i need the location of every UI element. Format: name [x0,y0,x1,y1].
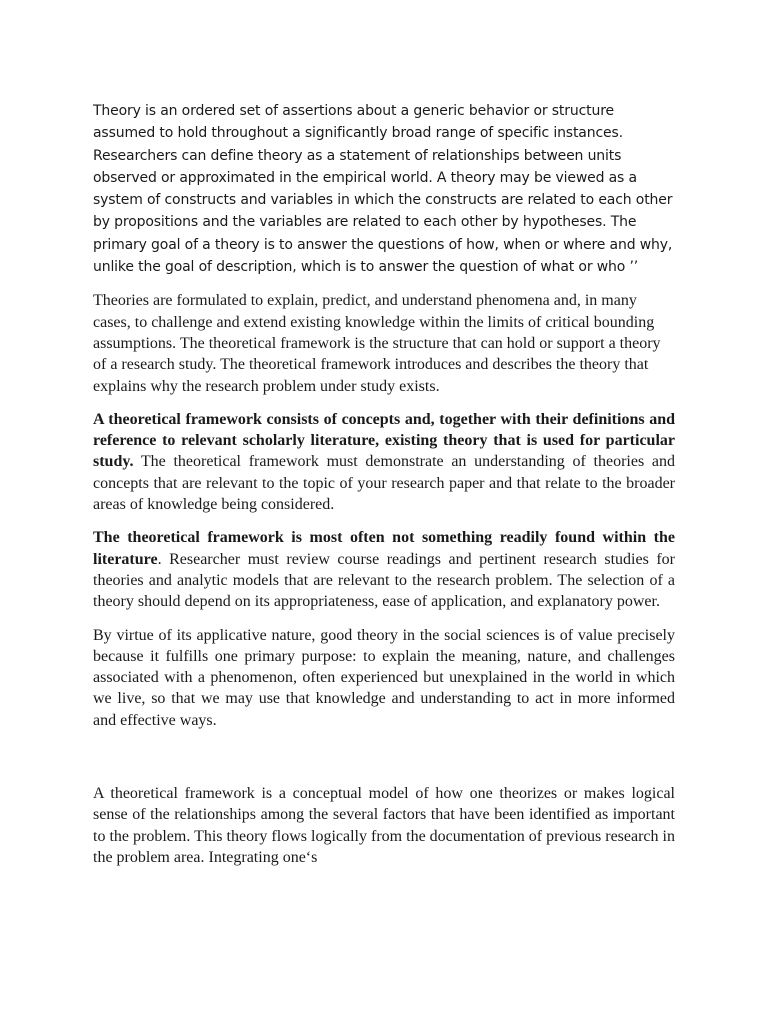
paragraph-theories-formulated: Theories are formulated to explain, predict, and understand phenomena and, in many cases, to challenge and extend existing knowledge within the limits of critical bounding assumptions. The theoretical framework is the structure that can hold or support a theory of a research study. The theoretical framework introduces and describes the theory that explains why the research problem under study exists. [93,292,661,395]
bold-framework-literature: The theoretical framework is most often not something readily found within the literature [93,529,675,568]
paragraph-conceptual-model: A theoretical framework is a conceptual model of how one theorizes or makes logical sense of the relationships among the several factors that have been identified as important to the problem. This theory flows logically from the documentation of previous research in the problem area. Integrating one‘s [93,785,675,866]
paragraph-spacer [93,743,675,783]
paragraph-framework-literature [93,527,675,612]
framework-concepts-rest: The theoretical framework must demonstrate an understanding of theories and concepts that are relevant to the topic of your research paper and that relate to the broader areas of knowledge being considered. [93,453,675,514]
paragraph-applicative-nature: By virtue of its applicative nature, good theory in the social sciences is of value precisely because it fulfills one primary purpose: to explain the meaning, nature, and challenges associated with a phenomenon, often experienced but unexplained in the world in which we live, so that we may use that knowledge and understanding to act in more informed and effective ways. [93,626,675,729]
framework-literature-rest: . Researcher must review course readings and pertinent research studies for theories and analytic models that are relevant to the research problem. The selection of a theory should depend on its appropriateness, ease of application, and explanatory power. [93,550,675,611]
paragraph-framework-concepts [93,409,675,515]
bold-framework-definition: A theoretical framework consists of concepts and, together with their definitions and reference to relevant scholarly literature, existing theory that is used for particular study. [93,410,675,471]
paragraph-theory-definition: Theory is an ordered set of assertions about a generic behavior or structure assumed to hold throughout a significantly broad range of specific instances. Researchers can define theory as a statement of relationships between units observed or approximated in the empirical world. A theory may be viewed as a system of constructs and variables in which the constructs are related to each other by propositions and the variables are related to each other by hypotheses. The primary goal of a theory is to answer the questions of how, when or where and why, unlike the goal of description, which is to answer the question of what or who ’’ [93,103,673,276]
document-page [93,100,675,880]
